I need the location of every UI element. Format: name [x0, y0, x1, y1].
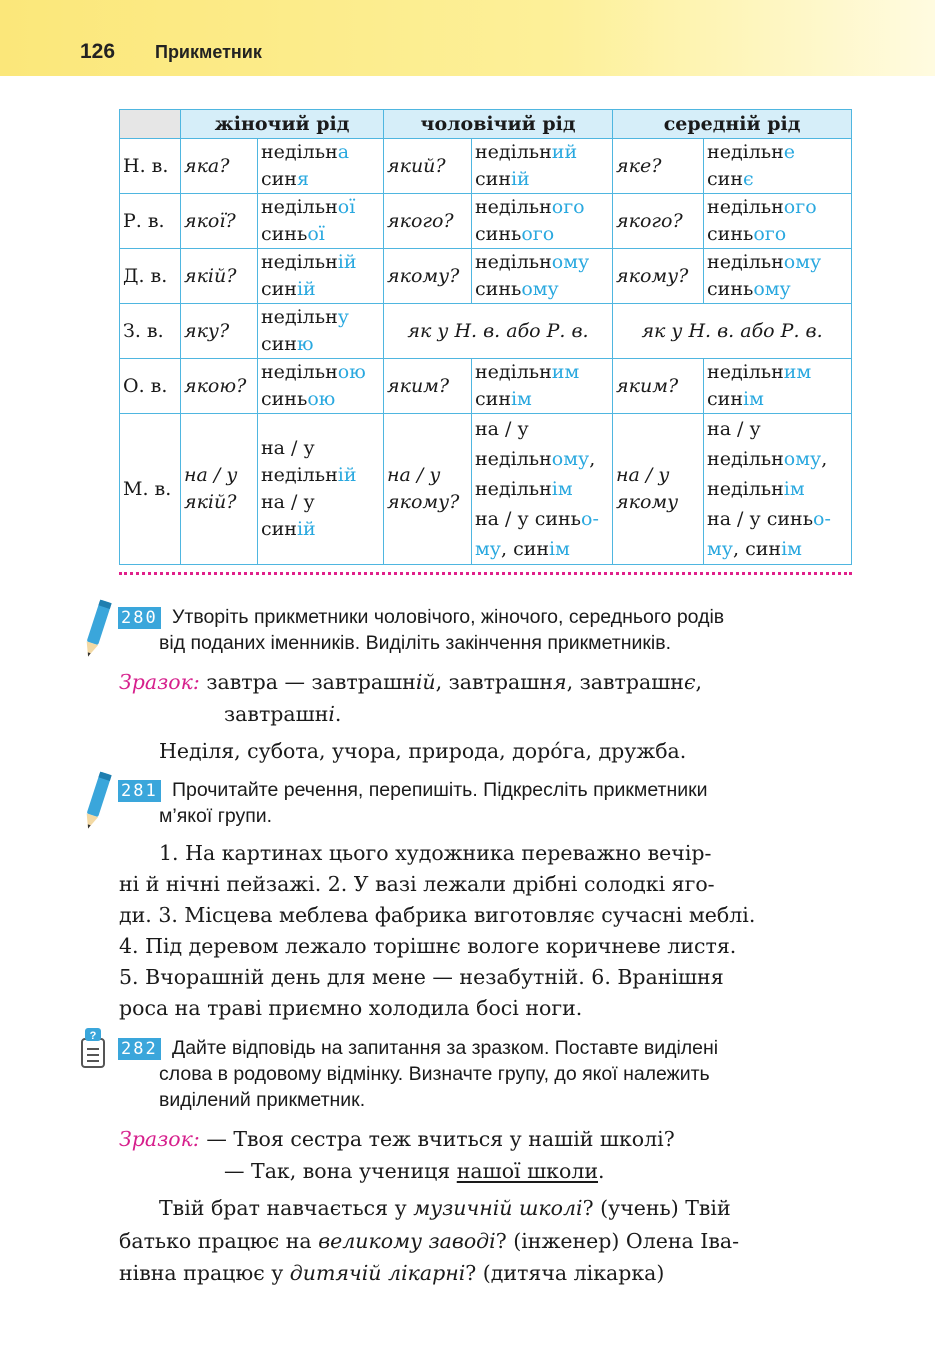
- question: якого?: [613, 194, 704, 249]
- form-cell: недільного синього: [704, 194, 852, 249]
- case-label: О. в.: [120, 359, 181, 414]
- form-cell: недільний синій: [472, 139, 613, 194]
- form-cell: недільного синього: [472, 194, 613, 249]
- question: яку?: [181, 304, 258, 359]
- svg-text:?: ?: [89, 1030, 97, 1042]
- running-title: Прикметник: [155, 42, 262, 62]
- sample-label: Зразок:: [119, 1127, 200, 1151]
- text-line: 4. Під деревом лежало торішнє вологе коричневе листя.: [119, 934, 737, 958]
- table-row: [120, 304, 852, 359]
- table-header-row: [120, 110, 852, 139]
- text-line: ні й нічні пейзажі. 2. У вазі лежали дрібні солодкі яго-: [119, 872, 715, 896]
- sample-line: завтрашні.: [224, 702, 342, 726]
- sample-line: Зразок: — Твоя сестра теж вчиться у нашій школі?: [119, 1127, 675, 1151]
- corner-cell: [120, 110, 181, 139]
- merged-cell-masculine: як у Н. в. або Р. в.: [384, 304, 613, 359]
- table-row: [120, 359, 852, 414]
- question: якою?: [181, 359, 258, 414]
- exercise-number: 281: [118, 780, 161, 802]
- question: яка?: [181, 139, 258, 194]
- question: яке?: [613, 139, 704, 194]
- merged-cell-neuter: як у Н. в. або Р. в.: [613, 304, 852, 359]
- table-row: [120, 249, 852, 304]
- exercise-number: 282: [118, 1038, 161, 1060]
- text-line: батько працює на великому заводі? (інженер) Олена Іва-: [119, 1229, 740, 1253]
- question: якій?: [181, 249, 258, 304]
- table-row-locative: [120, 414, 852, 565]
- form-cell: недільним синім: [472, 359, 613, 414]
- sample-label: Зразок:: [119, 670, 200, 694]
- exercise-task: від поданих іменників. Виділіть закінчення прикметників.: [159, 632, 672, 654]
- exercise-task: Прочитайте речення, перепишіть. Підкресліть прикметники: [172, 779, 708, 801]
- form-cell: на / у недільному, недільнім на / у синьо- му, синім: [704, 414, 852, 565]
- exercise-task: виділений прикметник.: [159, 1089, 366, 1111]
- form-cell: на / у недільній на / у синій: [258, 414, 384, 565]
- form-cell: недільної синьої: [258, 194, 384, 249]
- question: яким?: [384, 359, 472, 414]
- question: який?: [384, 139, 472, 194]
- declension-table: [119, 109, 852, 565]
- form-cell: недільна синя: [258, 139, 384, 194]
- header-masculine: чоловічий рід: [384, 110, 613, 139]
- question: на / у якому: [613, 414, 704, 565]
- exercise-task: Утворіть прикметники чоловічого, жіночого, середнього родів: [172, 606, 725, 628]
- question: на / у якій?: [181, 414, 258, 565]
- sample-line: Зразок: завтра — завтрашній, завтрашня, завтрашнє,: [119, 670, 702, 694]
- question: якому?: [613, 249, 704, 304]
- pencil-icon: [82, 598, 112, 660]
- exercise-task: слова в родовому відмінку. Визначте групу, до якої належить: [159, 1063, 710, 1085]
- case-label: Д. в.: [120, 249, 181, 304]
- case-label: М. в.: [120, 414, 181, 565]
- text-line: 5. Вчорашній день для мене — незабутній. 6. Вранішня: [119, 965, 724, 989]
- exercise-number: 280: [118, 607, 161, 629]
- question: яким?: [613, 359, 704, 414]
- case-label: Р. в.: [120, 194, 181, 249]
- question: якому?: [384, 249, 472, 304]
- form-cell: недільному синьому: [472, 249, 613, 304]
- text-line: ди. 3. Місцева меблева фабрика виготовляє сучасні меблі.: [119, 903, 756, 927]
- case-label: З. в.: [120, 304, 181, 359]
- form-cell: недільному синьому: [704, 249, 852, 304]
- form-cell: недільне синє: [704, 139, 852, 194]
- dotted-divider: [119, 572, 852, 575]
- page-number: 126: [80, 40, 116, 63]
- text-line: 1. На картинах цього художника переважно вечір-: [159, 841, 712, 865]
- exercise-words: Неділя, субота, учора, природа, доро́га, дружба.: [159, 739, 687, 763]
- pencil-icon: [82, 770, 112, 832]
- question: якого?: [384, 194, 472, 249]
- page-header: [0, 0, 935, 76]
- text-line: Твій брат навчається у музичній школі? (учень) Твій: [159, 1196, 731, 1220]
- question-note-icon: [77, 1027, 109, 1071]
- form-cell: недільною синьою: [258, 359, 384, 414]
- form-cell: недільну синю: [258, 304, 384, 359]
- table-row: [120, 139, 852, 194]
- form-cell: недільній синій: [258, 249, 384, 304]
- header-neuter: середній рід: [613, 110, 852, 139]
- table-row: [120, 194, 852, 249]
- form-cell: на / у недільному, недільнім на / у синьо- му, синім: [472, 414, 613, 565]
- case-label: Н. в.: [120, 139, 181, 194]
- sample-line: — Так, вона учениця нашої школи.: [224, 1159, 605, 1183]
- text-line: нівна працює у дитячій лікарні? (дитяча лікарка): [119, 1261, 665, 1285]
- text-line: роса на траві приємно холодила босі ноги.: [119, 996, 583, 1020]
- header-feminine: жіночий рід: [181, 110, 384, 139]
- question: якої?: [181, 194, 258, 249]
- exercise-task: м’якої групи.: [159, 805, 273, 827]
- form-cell: недільним синім: [704, 359, 852, 414]
- exercise-task: Дайте відповідь на запитання за зразком. Поставте виділені: [172, 1037, 719, 1059]
- question: на / у якому?: [384, 414, 472, 565]
